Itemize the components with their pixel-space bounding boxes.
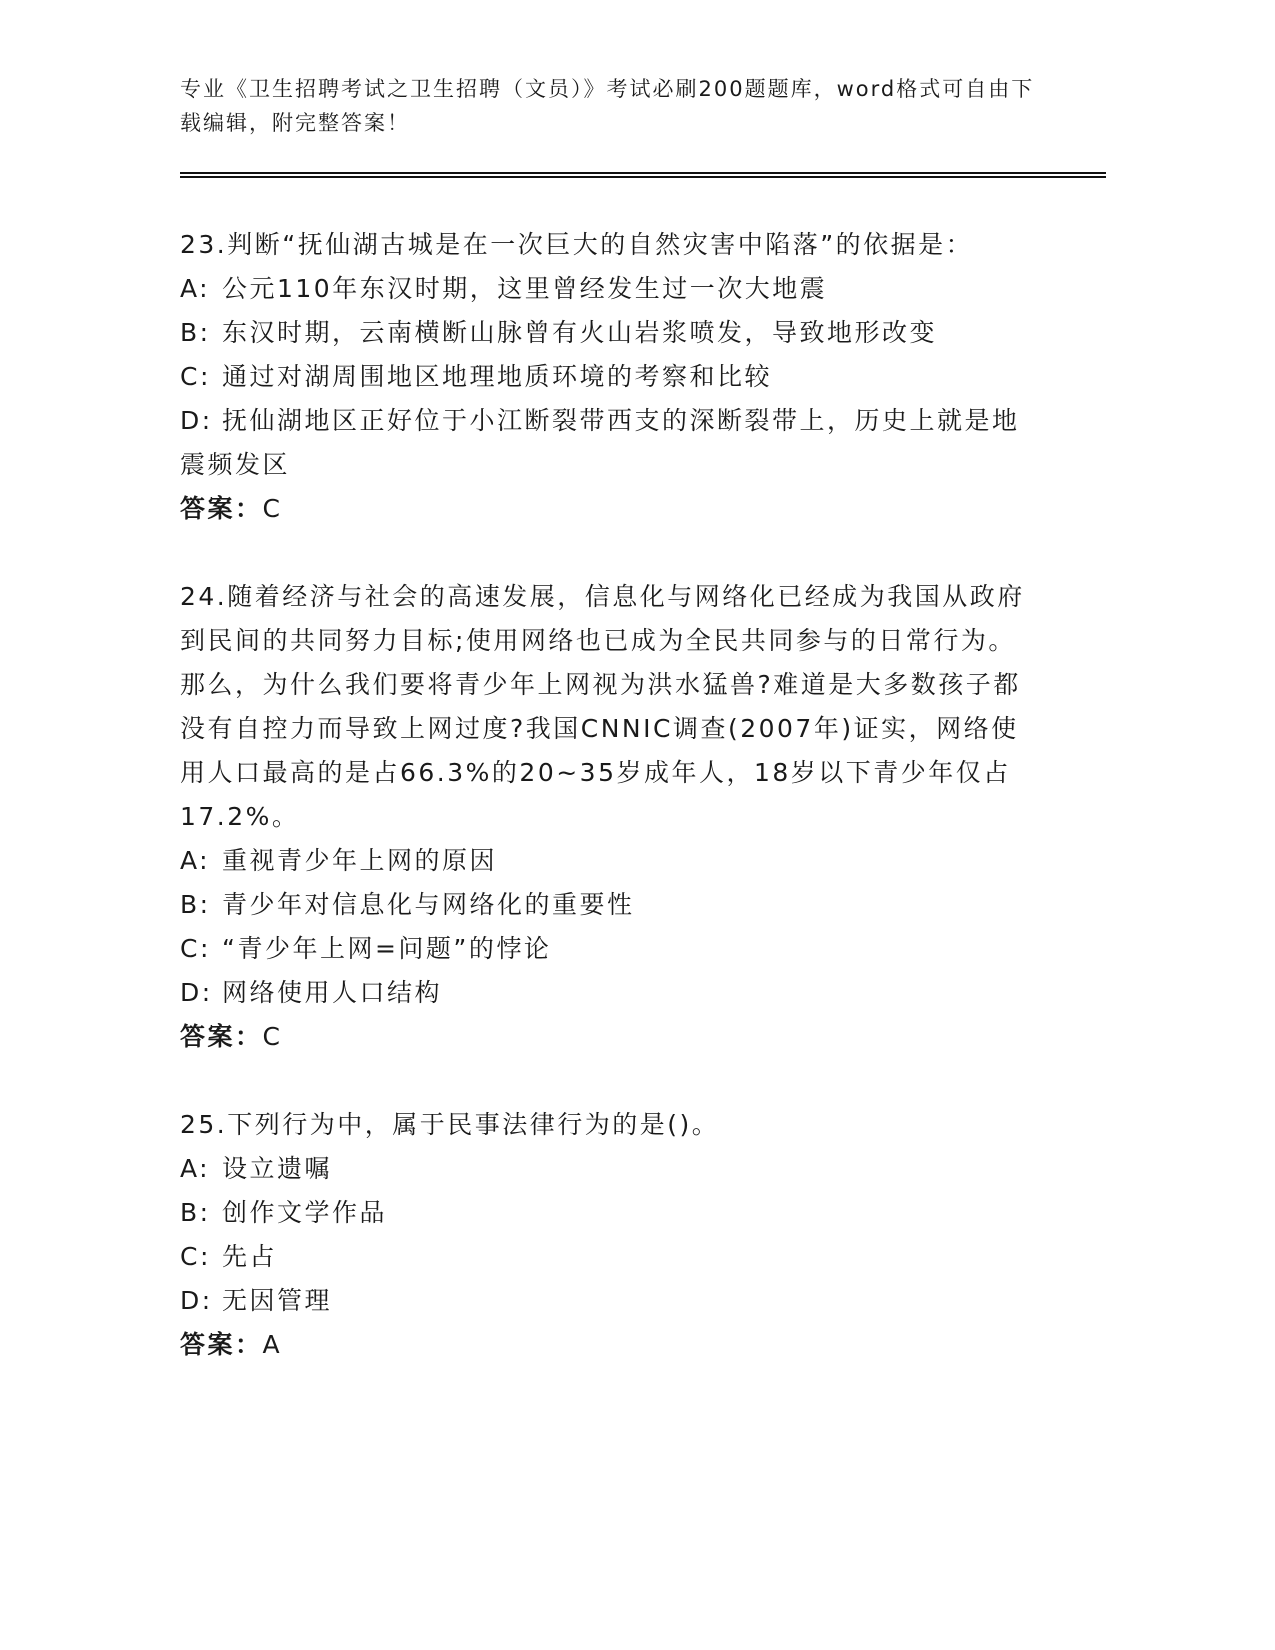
option-key: D:	[180, 978, 213, 1007]
question-24	[180, 575, 1040, 1059]
option-text: 东汉时期，云南横断山脉曾有火山岩浆喷发，导致地形改变	[222, 318, 938, 347]
option-text: 创作文学作品	[222, 1198, 388, 1227]
header-intro: 专业《卫生招聘考试之卫生招聘（文员）》考试必刷200题题库，word格式可自由下载编辑，附完整答案！	[180, 77, 1035, 135]
option-key: C:	[180, 1242, 211, 1271]
answer-label: 答案：	[180, 1330, 263, 1359]
option-d	[180, 971, 1040, 1015]
option-b	[180, 1191, 1040, 1235]
answer-value: A	[262, 1330, 283, 1359]
option-a	[180, 839, 1040, 883]
option-c	[180, 1235, 1040, 1279]
answer-label: 答案：	[180, 494, 263, 523]
answer-value: C	[262, 1022, 283, 1051]
option-d	[180, 1279, 1040, 1323]
option-text: 青少年对信息化与网络化的重要性	[222, 890, 635, 919]
option-a	[180, 1147, 1040, 1191]
option-key: B:	[180, 1198, 211, 1227]
answer-value: C	[262, 494, 283, 523]
option-a	[180, 267, 1040, 311]
answer-line	[180, 487, 1040, 531]
option-text: 抚仙湖地区正好位于小江断裂带西支的深断裂带上，历史上就是地震频发区	[180, 406, 1020, 479]
question-list	[180, 223, 1040, 1411]
question-23	[180, 223, 1040, 531]
option-text: “青少年上网=问题”的悖论	[222, 934, 552, 963]
option-key: A:	[180, 274, 211, 303]
option-key: C:	[180, 362, 211, 391]
option-text: 设立遗嘱	[222, 1154, 333, 1183]
option-d	[180, 399, 1040, 487]
question-stem: 25.下列行为中，属于民事法律行为的是()。	[180, 1110, 720, 1139]
answer-line	[180, 1323, 1040, 1367]
option-key: D:	[180, 406, 213, 435]
question-25	[180, 1103, 1040, 1367]
answer-label: 答案：	[180, 1022, 263, 1051]
option-text: 重视青少年上网的原因	[222, 846, 498, 875]
option-b	[180, 311, 1040, 355]
option-key: A:	[180, 846, 211, 875]
header-divider	[180, 172, 1106, 178]
option-text: 公元110年东汉时期，这里曾经发生过一次大地震	[222, 274, 828, 303]
option-key: C:	[180, 934, 211, 963]
option-c	[180, 355, 1040, 399]
option-text: 网络使用人口结构	[222, 978, 443, 1007]
option-key: B:	[180, 318, 211, 347]
option-text: 先占	[222, 1242, 278, 1271]
option-key: D:	[180, 1286, 213, 1315]
option-key: B:	[180, 890, 211, 919]
option-text: 通过对湖周围地区地理地质环境的考察和比较	[222, 362, 773, 391]
option-c	[180, 927, 1040, 971]
option-b	[180, 883, 1040, 927]
option-text: 无因管理	[222, 1286, 333, 1315]
answer-line	[180, 1015, 1040, 1059]
question-stem: 23.判断“抚仙湖古城是在一次巨大的自然灾害中陷落”的依据是：	[180, 230, 974, 259]
question-stem: 24.随着经济与社会的高速发展，信息化与网络化已经成为我国从政府到民间的共同努力目标;使用网络也已成为全民共同参与的日常行为。那么，为什么我们要将青少年上网视为洪水猛兽?难道是大多数孩子都没有自控力而导致上网过度?我国CNNIC调查(2007年)证实，网络使用人口最高的是占66.3%的20~35岁成年人，18岁以下青少年仅占17.2%。	[180, 582, 1025, 831]
option-key: A:	[180, 1154, 211, 1183]
